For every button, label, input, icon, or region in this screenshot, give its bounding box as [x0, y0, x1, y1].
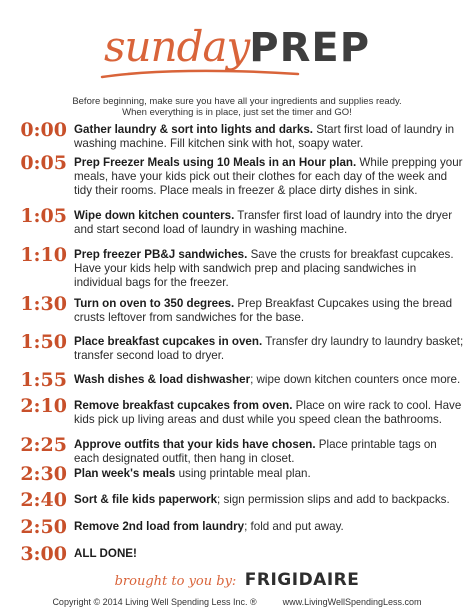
swoosh-decoration — [100, 68, 300, 82]
schedule-row — [12, 517, 464, 537]
time-label: 1:10 — [20, 244, 67, 266]
task-description — [74, 370, 464, 390]
task-detail: ; sign permission slips and add to backpacks. — [217, 493, 450, 506]
time-label: 3:00 — [20, 543, 67, 565]
sponsor-label: brought to you by: — [114, 574, 237, 589]
schedule-row — [12, 490, 464, 510]
task-detail: While prepping your meals, have your kids pick out their clothes for each day of the week and tidy their rooms. Place meals in freezer & place dirty dishes in sink. — [74, 156, 463, 198]
brand-logo: FRIGIDAIRE — [244, 570, 360, 590]
task-description — [74, 464, 464, 484]
task-title: Prep Freezer Meals using 10 Meals in an Hour plan. — [74, 156, 357, 169]
schedule-row — [12, 435, 464, 466]
intro-text — [0, 96, 474, 118]
time-label: 0:00 — [20, 119, 67, 141]
task-title: Gather laundry & sort into lights and darks. — [74, 123, 313, 136]
title-script: sunday — [103, 22, 250, 71]
schedule-row — [12, 396, 464, 427]
task-description — [74, 206, 464, 237]
time-label: 2:40 — [20, 489, 67, 511]
task-detail: ; fold and put away. — [244, 520, 344, 533]
task-title: Wash dishes & load dishwasher — [74, 373, 251, 386]
task-title: Prep freezer PB&J sandwiches. — [74, 248, 248, 261]
task-title: Remove breakfast cupcakes from oven. — [74, 399, 293, 412]
task-detail: Start first load of laundry in washing machine. Fill kitchen sink with hot, soapy water. — [74, 123, 455, 151]
task-detail: Transfer first load of laundry into the dryer and start second load of laundry in washing machine. — [74, 209, 453, 237]
task-title: Wipe down kitchen counters. — [74, 209, 235, 222]
task-detail: Place on wire rack to cool. Have kids pick up living areas and dust while you speed clean the bathrooms. — [74, 399, 462, 427]
schedule-row — [12, 370, 464, 390]
page-footer — [0, 597, 474, 607]
intro-line-2: When everything is in place, just set the timer and GO! — [122, 107, 352, 118]
task-title: ALL DONE! — [74, 547, 137, 560]
task-description — [74, 294, 464, 325]
page-header — [0, 22, 474, 82]
intro-line-1: Before beginning, make sure you have all your ingredients and supplies ready. — [72, 96, 402, 107]
task-title: Plan week's meals — [74, 467, 176, 480]
time-label: 2:25 — [20, 434, 67, 456]
task-description — [74, 245, 464, 291]
task-title: Place breakfast cupcakes in oven. — [74, 335, 263, 348]
schedule-row — [12, 120, 464, 151]
task-description — [74, 544, 464, 564]
task-title: Sort & file kids paperwork — [74, 493, 218, 506]
task-detail: Prep Breakfast Cupcakes using the bread crusts leftover from sandwiches for the base. — [74, 297, 453, 325]
page-title — [104, 22, 370, 82]
schedule-row — [12, 153, 464, 199]
time-label: 2:10 — [20, 395, 67, 417]
schedule-row — [12, 464, 464, 484]
task-detail: Save the crusts for breakfast cupcakes. Have your kids help with sandwich prep and placing sandwiches in individual bags for the freezer. — [74, 248, 454, 290]
schedule-row — [12, 245, 464, 291]
task-detail: Transfer dry laundry to laundry basket; transfer second load to dryer. — [74, 335, 464, 363]
task-detail: using printable meal plan. — [175, 467, 311, 480]
schedule-row — [12, 332, 464, 363]
task-title: Approve outfits that your kids have chosen. — [74, 438, 316, 451]
task-description — [74, 490, 464, 510]
schedule-row — [12, 544, 464, 564]
task-description — [74, 120, 464, 151]
time-label: 0:05 — [20, 152, 67, 174]
task-detail: ; wipe down kitchen counters once more. — [250, 373, 461, 386]
time-label: 1:30 — [20, 293, 67, 315]
time-label: 2:50 — [20, 516, 67, 538]
copyright-text: Copyright © 2014 Living Well Spending Less Inc. ® — [52, 597, 257, 607]
task-description — [74, 396, 464, 427]
sponsor-line — [0, 570, 474, 590]
time-label: 1:05 — [20, 205, 67, 227]
website-link[interactable]: www.LivingWellSpendingLess.com — [282, 597, 422, 607]
time-label: 1:50 — [20, 331, 67, 353]
schedule-row — [12, 206, 464, 237]
task-description — [74, 332, 464, 363]
time-label: 1:55 — [20, 369, 67, 391]
task-description — [74, 517, 464, 537]
task-title: Remove 2nd load from laundry — [74, 520, 245, 533]
title-caps: PREP — [249, 25, 371, 71]
task-description — [74, 435, 464, 466]
task-title: Turn on oven to 350 degrees. — [74, 297, 235, 310]
time-label: 2:30 — [20, 463, 67, 485]
schedule-row — [12, 294, 464, 325]
task-description — [74, 153, 464, 199]
task-detail: Place printable tags on each designated outfit, then hang in closet. — [74, 438, 437, 466]
